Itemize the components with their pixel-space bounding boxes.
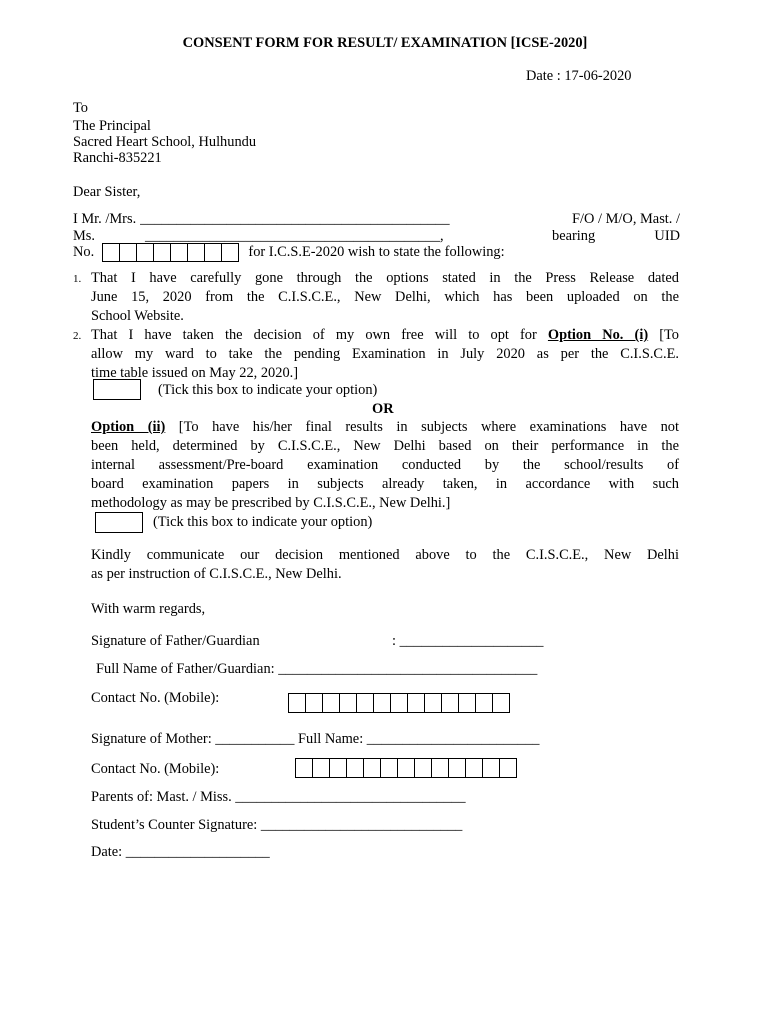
uid-digit-box[interactable] <box>205 244 222 261</box>
father-contact-label: Contact No. (Mobile): <box>91 690 220 706</box>
father-signature-label: Signature of Father/Guardian <box>91 633 260 649</box>
date-field[interactable]: Date: ____________________ <box>91 844 270 860</box>
uid-digit-box[interactable] <box>171 244 188 261</box>
intro-uid-label: UID <box>654 228 680 244</box>
intro-name-blank[interactable]: ___________________________________________ <box>140 211 450 227</box>
option-ii-label: Option (ii) <box>91 419 166 435</box>
mother-contact-boxrow[interactable] <box>295 758 517 778</box>
item-number: 1. <box>73 273 82 285</box>
uid-digit-box[interactable] <box>188 244 205 261</box>
intro-line-1 <box>73 210 680 228</box>
contact-digit-box[interactable] <box>364 759 381 777</box>
contact-digit-box[interactable] <box>374 694 391 712</box>
father-contact-boxes[interactable] <box>288 693 510 713</box>
regards: With warm regards, <box>91 601 206 617</box>
contact-digit-box[interactable] <box>466 759 483 777</box>
option-ii-text <box>91 418 679 513</box>
uid-digit-box[interactable] <box>154 244 171 261</box>
item-2-text-a: That I have taken the decision of my own free will to opt for <box>91 327 548 343</box>
contact-digit-box[interactable] <box>493 694 509 712</box>
contact-digit-box[interactable] <box>398 759 415 777</box>
option-ii-line: board examination papers in subjects already taken, in accordance with such <box>91 476 679 492</box>
uid-digit-box[interactable] <box>120 244 137 261</box>
contact-digit-box[interactable] <box>296 759 313 777</box>
salutation: Dear Sister, <box>73 184 141 200</box>
intro-no-label: No. <box>73 244 95 260</box>
option-ii-line: been held, determined by C.I.S.C.E., New Delhi based on their performance in the <box>91 438 679 454</box>
item-1-line: School Website. <box>91 308 184 324</box>
father-contact-boxrow[interactable] <box>288 693 510 713</box>
mother-signature-field[interactable]: Signature of Mother: ___________ Full Name: ________________________ <box>91 731 540 747</box>
communicate-text <box>91 546 679 584</box>
page-title: CONSENT FORM FOR RESULT/ EXAMINATION [ICSE-2020] <box>182 35 588 51</box>
uid-number-boxes[interactable] <box>102 243 239 262</box>
item-1-text <box>91 269 679 326</box>
contact-digit-box[interactable] <box>330 759 347 777</box>
item-2-text <box>91 326 679 383</box>
contact-digit-box[interactable] <box>483 759 500 777</box>
intro-statement: for I.C.S.E-2020 wish to state the following: <box>248 244 505 260</box>
intro-ward-blank[interactable]: _________________________________________, <box>145 228 444 244</box>
contact-digit-box[interactable] <box>432 759 449 777</box>
contact-digit-box[interactable] <box>347 759 364 777</box>
mother-contact-boxes[interactable] <box>295 758 517 778</box>
communicate-line: as per instruction of C.I.S.C.E., New Delhi. <box>91 566 342 582</box>
item-1-line: That I have carefully gone through the options stated in the Press Release dated <box>91 270 679 286</box>
father-signature-field[interactable]: : ____________________ <box>392 633 544 649</box>
intro-line-3 <box>73 243 505 262</box>
date-line: Date : 17-06-2020 <box>526 68 632 84</box>
contact-digit-box[interactable] <box>340 694 357 712</box>
communicate-line: Kindly communicate our decision mentioned above to the C.I.S.C.E., New Delhi <box>91 547 679 563</box>
contact-digit-box[interactable] <box>408 694 425 712</box>
contact-digit-box[interactable] <box>459 694 476 712</box>
student-signature-field[interactable]: Student’s Counter Signature: ____________________________ <box>91 817 463 833</box>
tick-hint: (Tick this box to indicate your option) <box>158 382 378 398</box>
address-line: To <box>73 100 88 116</box>
option-i-label: Option No. (i) <box>547 327 649 343</box>
uid-digit-box[interactable] <box>103 244 120 261</box>
option-i-tick-box[interactable] <box>93 379 141 400</box>
contact-digit-box[interactable] <box>500 759 516 777</box>
or-separator: OR <box>372 401 394 417</box>
contact-digit-box[interactable] <box>313 759 330 777</box>
item-2-line <box>91 326 679 345</box>
item-2-text-b: [To <box>648 327 679 343</box>
item-2-line: allow my ward to take the pending Examination in July 2020 as per the C.I.S.C.E. <box>91 346 679 362</box>
contact-digit-box[interactable] <box>442 694 459 712</box>
contact-digit-box[interactable] <box>323 694 340 712</box>
contact-digit-box[interactable] <box>476 694 493 712</box>
option-ii-line: methodology as may be prescribed by C.I.S.C.E., New Delhi.] <box>91 495 451 511</box>
contact-digit-box[interactable] <box>381 759 398 777</box>
item-number: 2. <box>73 330 82 342</box>
address-line: The Principal <box>73 118 151 134</box>
item-1-line: June 15, 2020 from the C.I.S.C.E., New Delhi, which has been uploaded on the <box>91 289 679 305</box>
contact-digit-box[interactable] <box>425 694 442 712</box>
option-ii-line: internal assessment/Pre-board examination conducted by the school/results of <box>91 457 679 473</box>
contact-digit-box[interactable] <box>391 694 408 712</box>
address-line: Sacred Heart School, Hulhundu <box>73 134 257 150</box>
intro-name-label: I Mr. /Mrs. <box>73 211 137 227</box>
address-line: Ranchi-835221 <box>73 150 162 166</box>
option-ii-line <box>91 418 679 437</box>
parents-of-field[interactable]: Parents of: Mast. / Miss. ________________________________ <box>91 789 466 805</box>
contact-digit-box[interactable] <box>415 759 432 777</box>
uid-digit-box[interactable] <box>222 244 238 261</box>
uid-digit-box[interactable] <box>137 244 154 261</box>
contact-digit-box[interactable] <box>449 759 466 777</box>
option-ii-tick-box[interactable] <box>95 512 143 533</box>
father-fullname-field[interactable]: Full Name of Father/Guardian: ____________________________________ <box>96 661 538 677</box>
option-ii-text-a: [To have his/her final results in subjects where examinations have not <box>165 419 679 435</box>
contact-digit-box[interactable] <box>289 694 306 712</box>
item-2-line: time table issued on May 22, 2020.] <box>91 365 299 381</box>
contact-digit-box[interactable] <box>306 694 323 712</box>
intro-ms-label: Ms. <box>73 228 95 244</box>
intro-relation-label: F/O / M/O, Mast. / <box>572 211 680 227</box>
intro-bearing-label: bearing <box>552 228 596 244</box>
tick-hint: (Tick this box to indicate your option) <box>153 514 373 530</box>
mother-contact-label: Contact No. (Mobile): <box>91 761 220 777</box>
contact-digit-box[interactable] <box>357 694 374 712</box>
